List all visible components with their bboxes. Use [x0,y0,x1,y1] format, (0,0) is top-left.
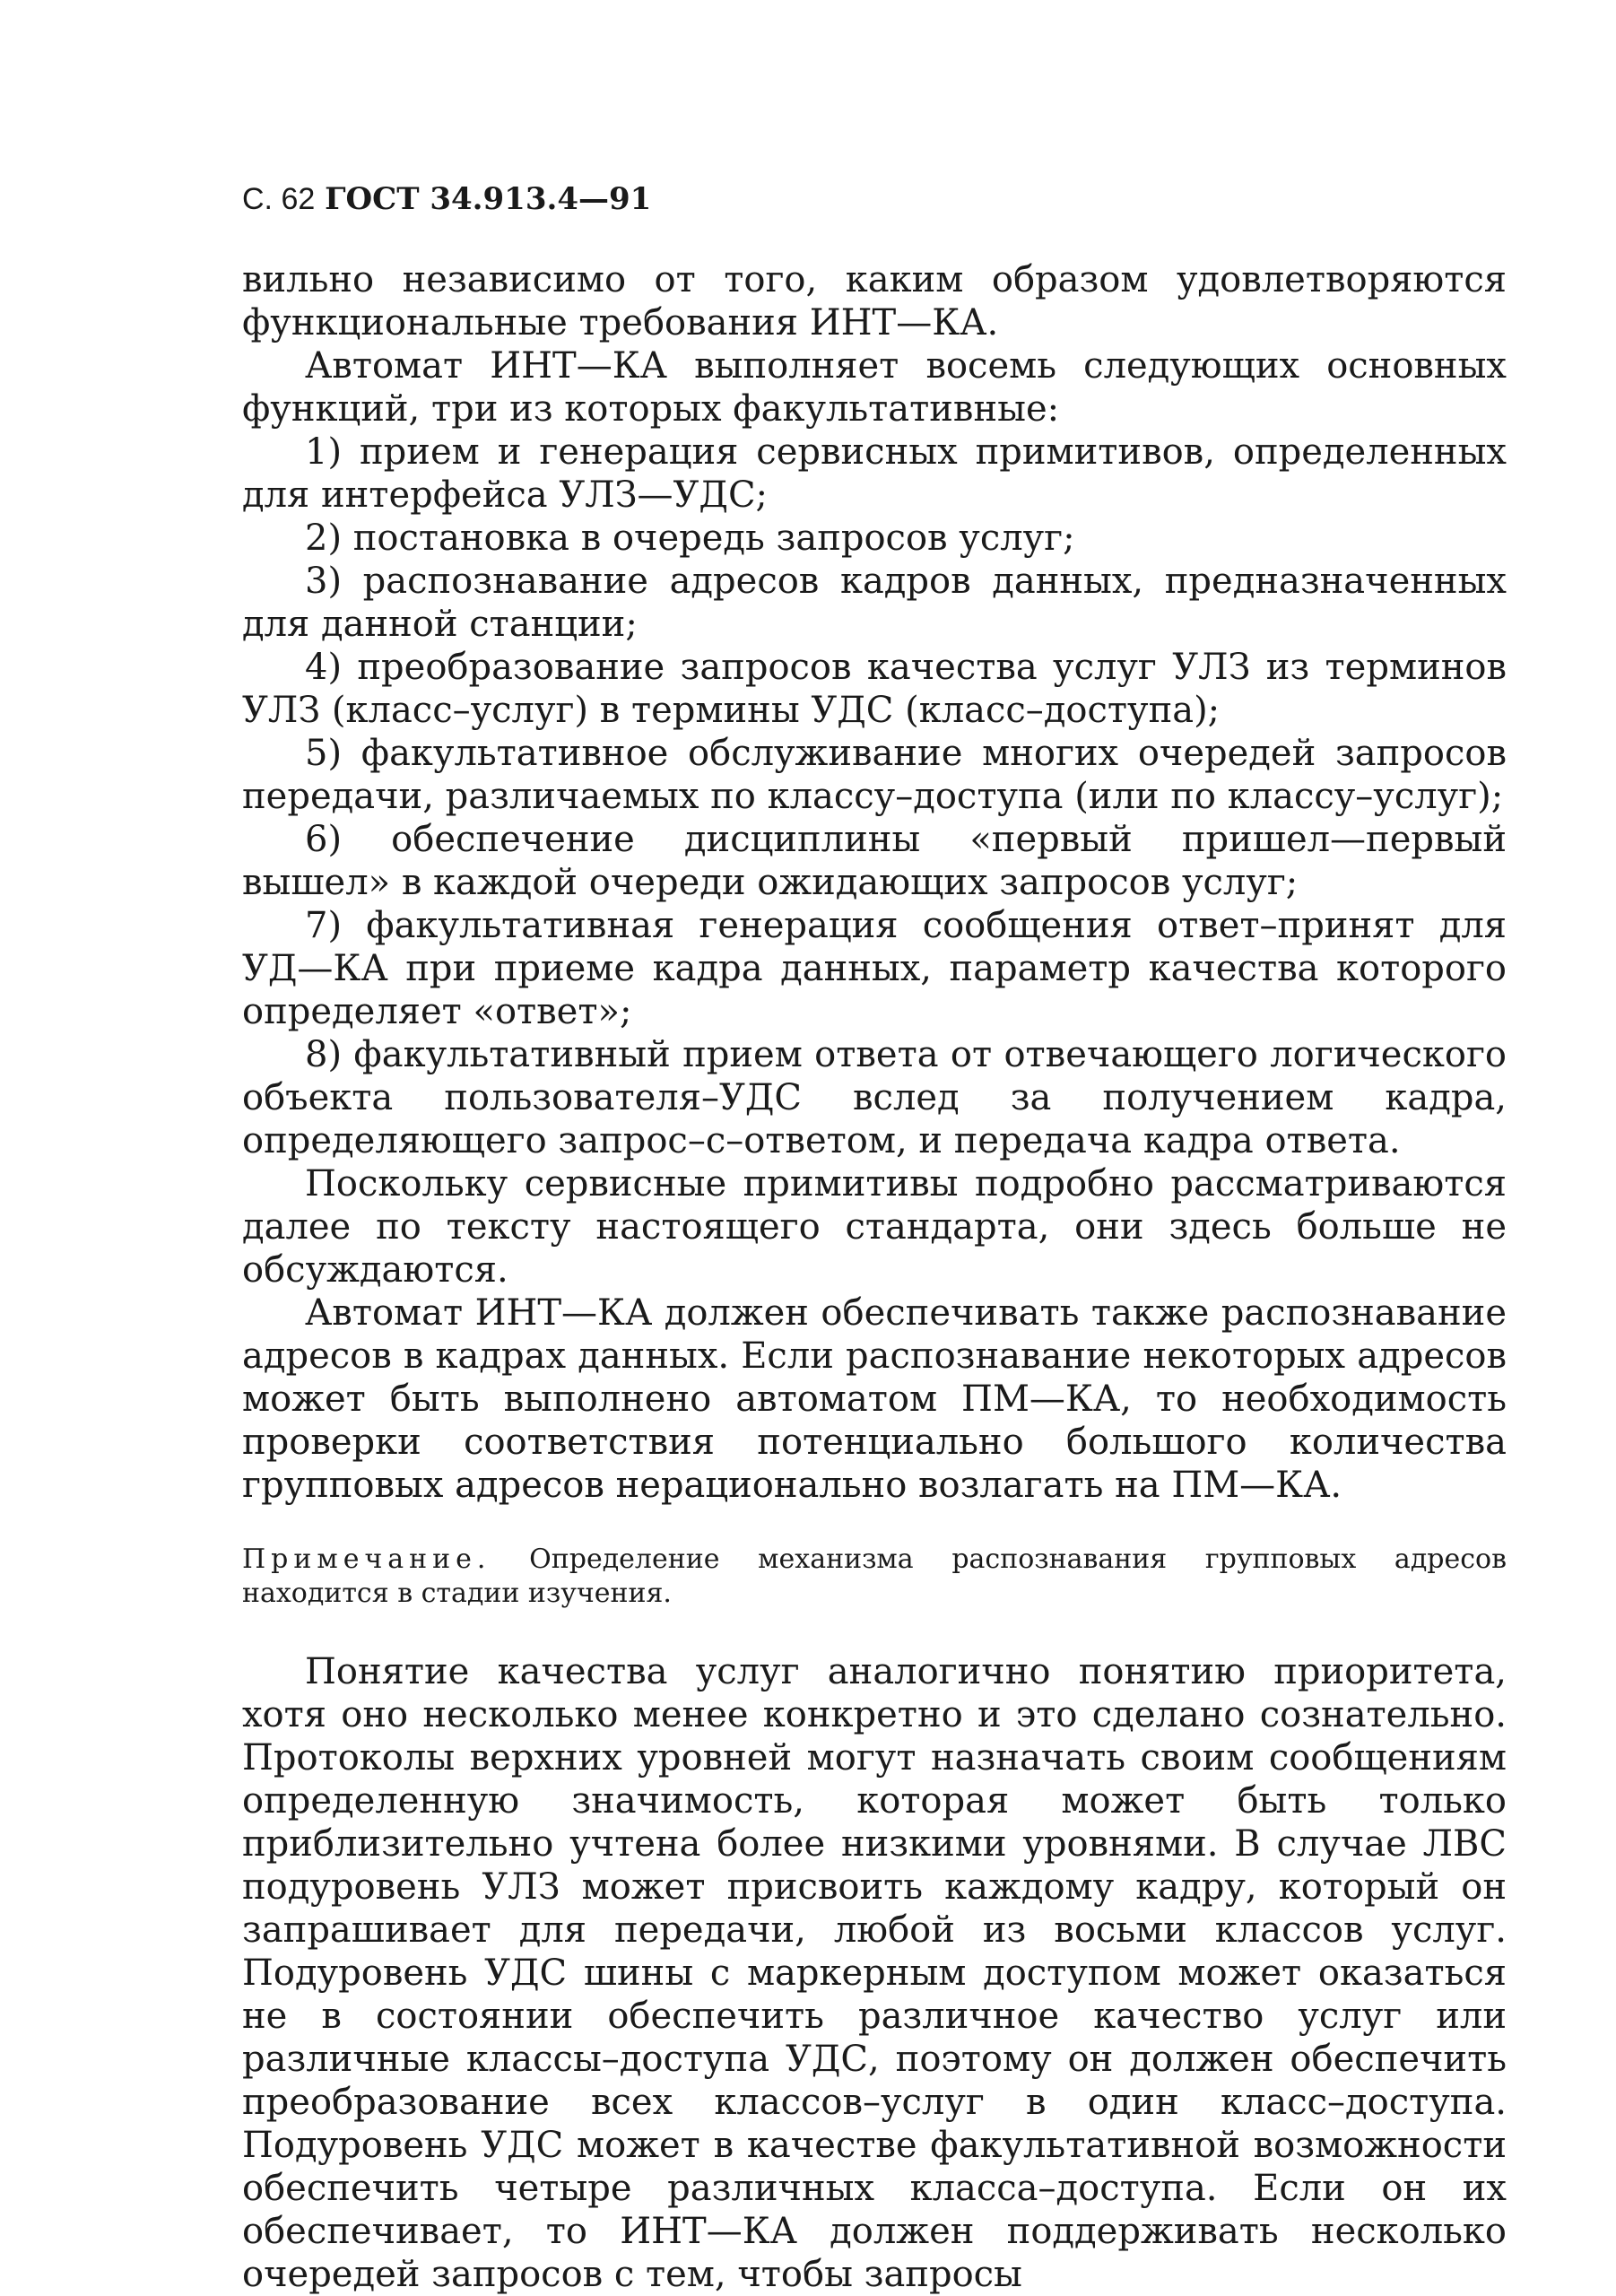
paragraph-quality: Понятие качества услуг аналогично понятию приоритета, хотя оно несколько менее конкретно и это сделано сознательно. Протоколы верхних уровней могут назначать своим сообщениям определенную значимость, которая может быть только приблизительно учтена более низкими уровнями. В случае ЛВС подуровень УЛЗ может присвоить каждому кадру, который он запрашивает для передачи, любой из восьми классов услуг. Подуровень УДС шины с маркерным доступом может оказаться не в состоянии обеспечить различное качество услуг или различные классы–доступа УДС, поэтому он должен обеспечить преобразование всех классов–услуг в один класс–доступа. Подуровень УДС может в качестве факультативной возможности обеспечить четыре различных класса–доступа. Если он их обеспечивает, то ИНТ—КА должен поддерживать несколько очередей запросов с тем, чтобы запросы [242,1651,1507,2295]
list-item: 8) факультативный прием ответа от отвечающего логического объекта пользователя–УДС вслед за получением кадра, определяющего запрос–с–ответом, и передача кадра ответа. [242,1034,1507,1161]
note-text: Определение механизма распознавания групповых адресов находится в стадии изучения. [242,1544,1507,1609]
list-item: 3) распознавание адресов кадров данных, предназначенных для данной станции; [242,561,1507,645]
note-label: Примечание. [242,1544,491,1575]
list-item: 6) обеспечение дисциплины «первый пришел—первый вышел» в каждой очереди ожидающих запросов услуг; [242,819,1507,903]
list-item: 7) факультативная генерация сообщения ответ–принят для УД—КА при приеме кадра данных, параметр качества которого определяет «ответ»; [242,905,1507,1032]
list-item: 1) прием и генерация сервисных примитивов, определенных для интерфейса УЛЗ—УДС; [242,431,1507,516]
document-page [242,179,1507,2296]
functions-intro: Автомат ИНТ—КА выполняет восемь следующих основных функций, три из которых факультативные: [242,345,1507,430]
intro-continuation: вильно независимо от того, каким образом удовлетворяются функциональные требования ИНТ—КА. [242,259,1507,344]
page-header [242,179,1507,219]
paragraph-addresses: Автомат ИНТ—КА должен обеспечивать также распознавание адресов в кадрах данных. Если распознавание некоторых адресов может быть выполнено автоматом ПМ—КА, то необходимость проверки соответствия потенциально большого количества групповых адресов нерационально возлагать на ПМ—КА. [242,1292,1507,1506]
paragraph-primitives: Поскольку сервисные примитивы подробно рассматриваются далее по тексту настоящего стандарта, они здесь больше не обсуждаются. [242,1163,1507,1291]
list-item: 2) постановка в очередь запросов услуг; [305,517,1075,559]
list-item: 5) факультативное обслуживание многих очередей запросов передачи, различаемых по классу–доступа (или по классу–услуг); [242,733,1507,817]
functions-list [242,430,1507,1162]
note [242,1543,1507,1611]
document-code: ГОСТ 34.913.4—91 [325,181,652,217]
list-item: 4) преобразование запросов качества услуг УЛЗ из терминов УЛЗ (класс–услуг) в термины УДС (класс–доступа); [242,647,1507,731]
page-number: С. 62 [242,182,316,216]
